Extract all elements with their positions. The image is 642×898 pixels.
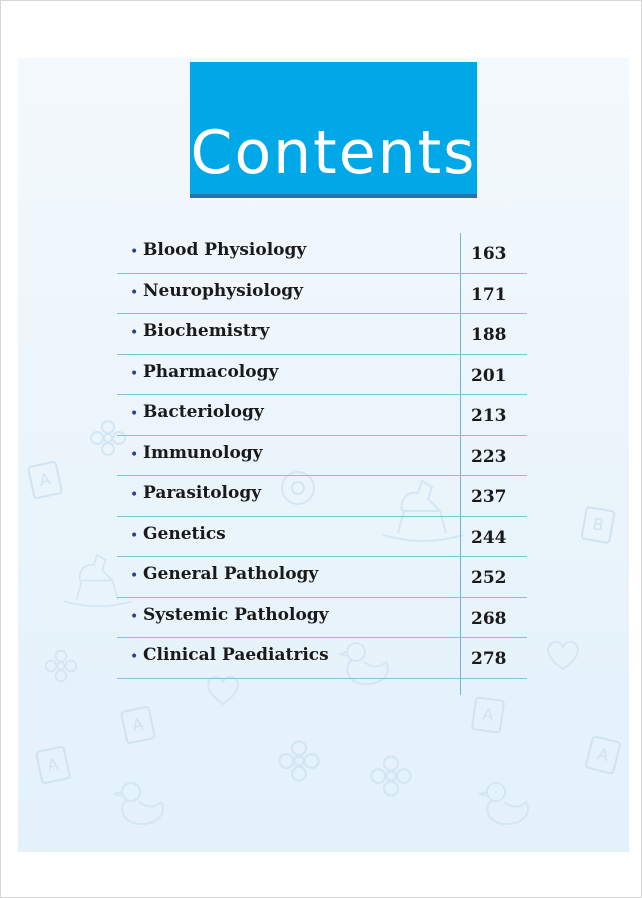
toc-entry[interactable] xyxy=(117,638,527,679)
flower-icon xyxy=(43,648,79,684)
toc-entry-page: 213 xyxy=(471,406,507,426)
toc-entry[interactable] xyxy=(117,557,527,598)
bullet-icon: • xyxy=(130,487,139,503)
letter-block-icon: B xyxy=(580,506,615,545)
toc-entry-page: 201 xyxy=(471,365,507,386)
bullet-icon: • xyxy=(130,649,139,665)
duck-icon xyxy=(478,778,534,828)
toc-entry-title: Bacteriology xyxy=(143,402,264,422)
toc-entry-page: 171 xyxy=(471,284,507,305)
toc-entry-page: 188 xyxy=(471,325,507,345)
heart-icon xyxy=(543,638,583,672)
bullet-icon: • xyxy=(130,446,139,463)
bullet-icon: • xyxy=(130,406,139,422)
contents-title-banner xyxy=(190,62,477,198)
toc-entry-title: Genetics xyxy=(143,523,226,544)
bullet-icon: • xyxy=(130,527,139,544)
flower-icon xyxy=(368,753,414,799)
toc-entry[interactable] xyxy=(117,436,527,477)
toc-entry[interactable] xyxy=(117,233,527,274)
toc-entry-title: Neurophysiology xyxy=(143,280,304,301)
toc-entry[interactable] xyxy=(117,355,527,396)
toc-entry-page: 244 xyxy=(471,527,507,548)
toc-entry-title: Clinical Paediatrics xyxy=(143,645,329,665)
toc-entry-title: Systemic Pathology xyxy=(143,604,329,625)
toc-entry[interactable] xyxy=(117,598,527,639)
toc-entry-title: Parasitology xyxy=(143,483,262,503)
bullet-icon: • xyxy=(130,325,139,341)
page-title: Contents xyxy=(190,118,477,188)
toc-entry[interactable] xyxy=(117,476,527,517)
toc-entry-page: 252 xyxy=(471,568,507,588)
letter-block-icon: A xyxy=(584,735,621,775)
toc-entry-page: 278 xyxy=(471,649,507,669)
table-of-contents xyxy=(117,233,527,679)
toc-entry-title: Immunology xyxy=(143,442,263,463)
toc-entry[interactable] xyxy=(117,274,527,315)
toc-entry-title: General Pathology xyxy=(143,564,319,584)
toc-entry-page: 163 xyxy=(471,244,507,264)
flower-icon xyxy=(276,738,322,784)
toc-entry-page: 223 xyxy=(471,446,507,467)
bullet-icon: • xyxy=(130,568,139,584)
bullet-icon: • xyxy=(130,365,139,382)
bullet-icon: • xyxy=(130,608,139,625)
toc-entry-page: 268 xyxy=(471,608,507,629)
bullet-icon: • xyxy=(130,284,139,301)
toc-entry[interactable] xyxy=(117,517,527,558)
bullet-icon: • xyxy=(130,244,139,260)
toc-entry[interactable] xyxy=(117,395,527,436)
letter-block-icon: A xyxy=(35,745,71,784)
toc-entry[interactable] xyxy=(117,314,527,355)
letter-block-icon: A xyxy=(120,705,156,744)
toc-entry-title: Pharmacology xyxy=(143,361,279,382)
duck-icon xyxy=(113,778,169,828)
toc-entry-title: Biochemistry xyxy=(143,321,270,341)
letter-block-icon: A xyxy=(27,460,63,499)
toc-entry-page: 237 xyxy=(471,487,507,507)
toc-entry-title: Blood Physiology xyxy=(143,240,307,260)
letter-block-icon: A xyxy=(471,696,505,734)
